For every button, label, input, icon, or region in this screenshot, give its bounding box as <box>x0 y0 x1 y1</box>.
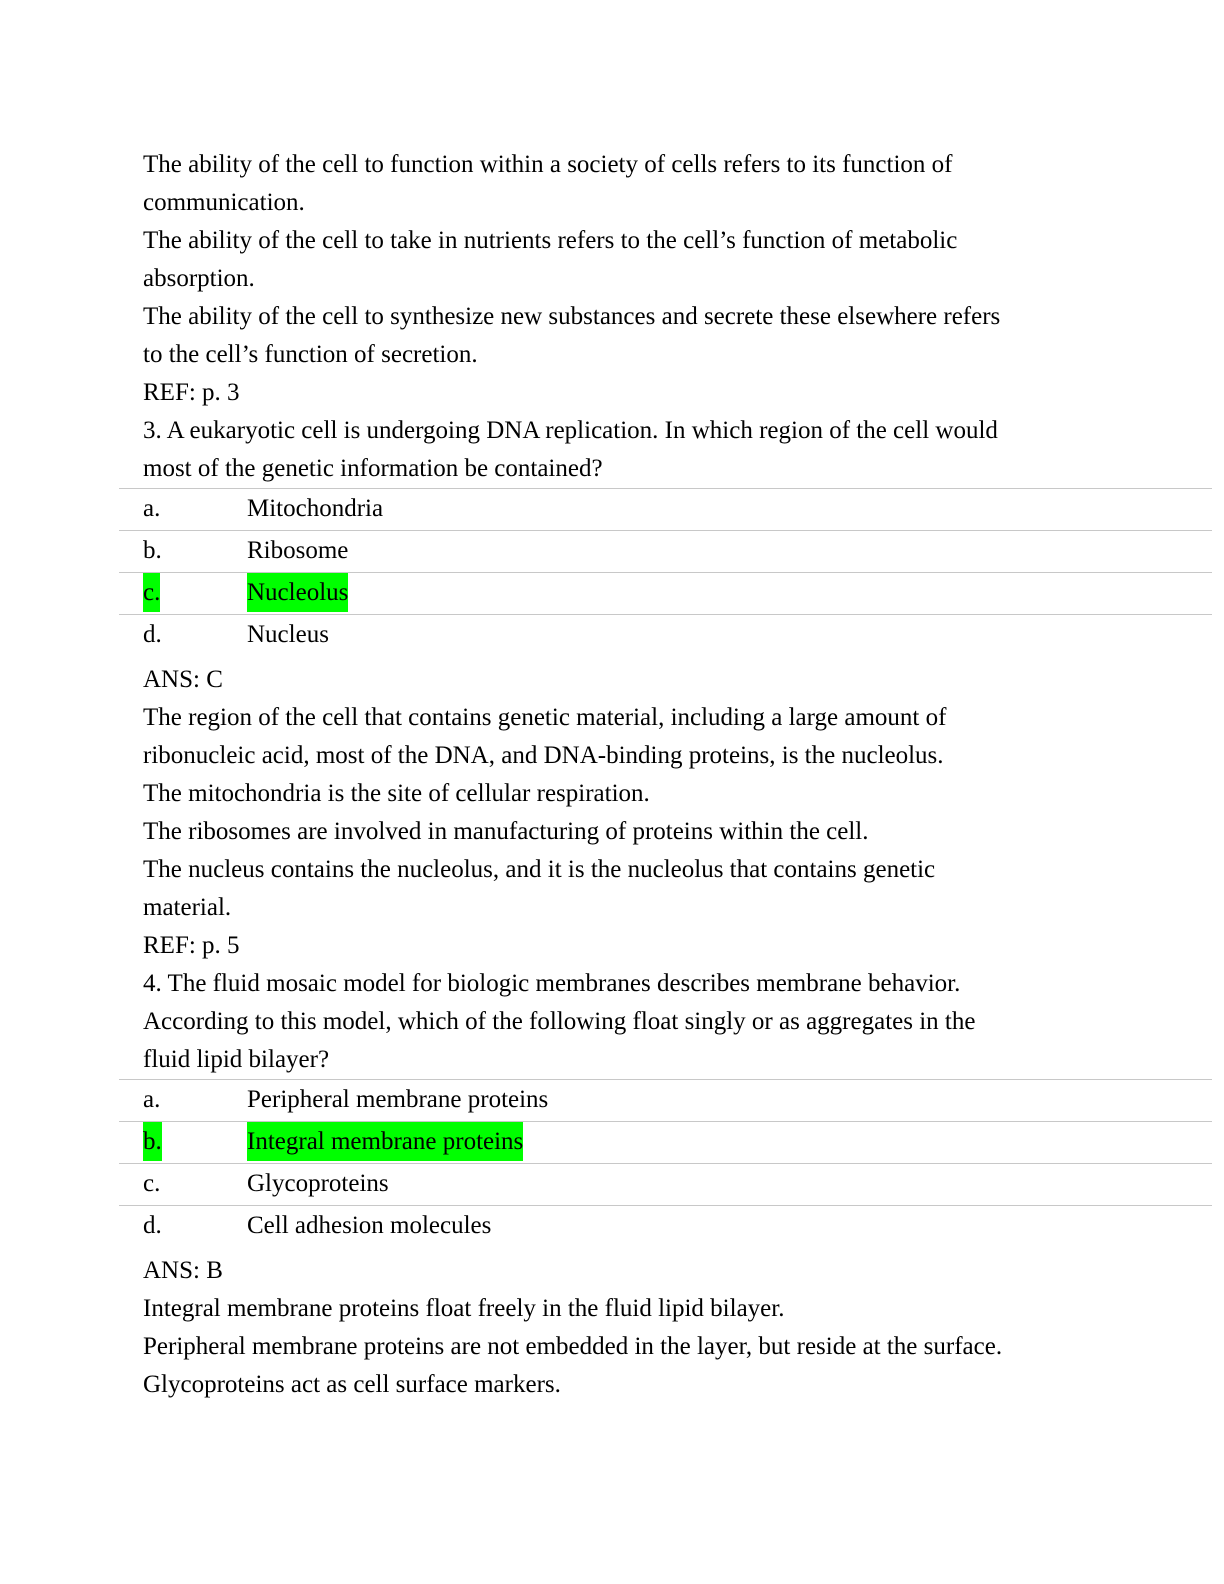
answer-option-b <box>119 531 1212 573</box>
answer-options-table <box>119 488 1212 653</box>
option-letter: d. <box>143 621 162 648</box>
option-text-highlighted: Nucleolus <box>247 573 348 612</box>
option-letter: c. <box>143 1170 161 1197</box>
answer-option-d <box>119 1206 1212 1244</box>
intro-line: to the cell’s function of secretion. <box>143 341 478 368</box>
answer-option-c-highlighted <box>119 573 1212 615</box>
rationale-line: Integral membrane proteins float freely in the fluid lipid bilayer. <box>143 1295 785 1322</box>
question-stem: fluid lipid bilayer? <box>143 1046 330 1073</box>
intro-line: The ability of the cell to take in nutrients refers to the cell’s function of metabolic <box>143 227 958 254</box>
rationale-line: ribonucleic acid, most of the DNA, and DNA-binding proteins, is the nucleolus. <box>143 742 944 769</box>
reference-line: REF: p. 5 <box>143 932 240 959</box>
q4-answer-block <box>143 1252 1203 1404</box>
answer-option-d <box>119 615 1212 653</box>
reference-line: REF: p. 3 <box>143 379 240 406</box>
answer-key: ANS: C <box>143 666 223 693</box>
option-letter: a. <box>143 495 161 522</box>
rationale-line: The mitochondria is the site of cellular respiration. <box>143 780 650 807</box>
option-text: Nucleus <box>247 621 329 648</box>
question-stem: 3. A eukaryotic cell is undergoing DNA replication. In which region of the cell would <box>143 417 998 444</box>
option-text: Mitochondria <box>247 495 384 522</box>
option-text: Peripheral membrane proteins <box>247 1086 549 1113</box>
intro-line: The ability of the cell to synthesize new substances and secrete these elsewhere refers <box>143 303 1001 330</box>
rationale-line: Glycoproteins act as cell surface markers. <box>143 1371 561 1398</box>
answer-option-a <box>119 489 1212 531</box>
intro-line: absorption. <box>143 265 255 292</box>
question-stem: most of the genetic information be contained? <box>143 455 603 482</box>
intro-line: The ability of the cell to function within a society of cells refers to its function of <box>143 151 953 178</box>
intro-line: communication. <box>143 189 305 216</box>
option-text-highlighted: Integral membrane proteins <box>247 1122 523 1161</box>
option-letter: a. <box>143 1086 161 1113</box>
answer-option-c <box>119 1164 1212 1206</box>
option-letter: b. <box>143 537 162 564</box>
rationale-line: The ribosomes are involved in manufacturing of proteins within the cell. <box>143 818 869 845</box>
answer-key: ANS: B <box>143 1257 223 1284</box>
q3-answer-block <box>143 661 1203 965</box>
option-letter-highlighted: b. <box>143 1122 162 1161</box>
rationale-line: Peripheral membrane proteins are not embedded in the layer, but reside at the surface. <box>143 1333 1003 1360</box>
option-text: Glycoproteins <box>247 1170 389 1197</box>
rationale-line: The nucleus contains the nucleolus, and it is the nucleolus that contains genetic <box>143 856 936 883</box>
option-text: Cell adhesion molecules <box>247 1212 492 1239</box>
question-stem: 4. The fluid mosaic model for biologic membranes describes membrane behavior. <box>143 970 961 997</box>
content-column <box>143 146 1203 1404</box>
option-letter: d. <box>143 1212 162 1239</box>
question-stem: According to this model, which of the following float singly or as aggregates in the <box>143 1008 976 1035</box>
rationale-line: The region of the cell that contains genetic material, including a large amount of <box>143 704 947 731</box>
option-letter-highlighted: c. <box>143 573 160 612</box>
answer-option-a <box>119 1080 1212 1122</box>
option-text: Ribosome <box>247 537 349 564</box>
rationale-line: material. <box>143 894 232 921</box>
answer-options-table <box>119 1079 1212 1244</box>
answer-option-b-highlighted <box>119 1122 1212 1164</box>
